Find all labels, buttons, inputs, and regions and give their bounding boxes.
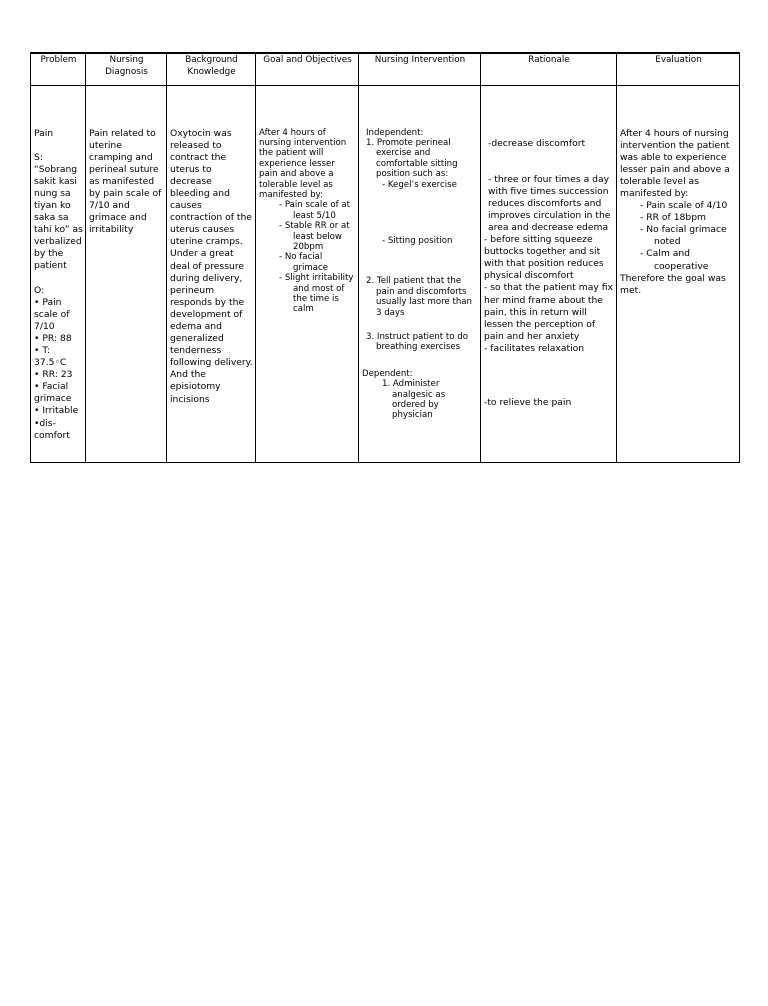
nursing-care-plan-table: [30, 52, 740, 463]
intervention-sitting: - Sitting position: [382, 235, 453, 246]
header-nursing-intervention: Nursing Intervention: [359, 53, 481, 85]
evaluation-item: - Pain scale of 4/10: [640, 200, 728, 212]
intervention-dependent-1: 1. Administer analgesic as ordered by physician: [382, 379, 446, 421]
problem-cell: [31, 85, 86, 462]
objective-item: •dis-comfort: [34, 417, 70, 441]
intervention-item-2: 2. Tell patient that the pain and discomforts usually last more than 3 days: [366, 276, 472, 318]
intervention-item-3: 3. Instruct patient to do breathing exercises: [366, 331, 468, 353]
header-goal-objectives: Goal and Objectives: [256, 53, 359, 85]
independent-label: Independent:: [366, 127, 424, 138]
rationale-item: - so that the patient may fix her mind frame about the pain, this in return will lessen the perception of pain and her anxiety: [484, 282, 613, 342]
goal-intro: After 4 hours of nursing intervention the patient will experience lesser pain and above a tolerable level as manifested by:: [259, 127, 347, 200]
header-nursing-diagnosis: Nursing Diagnosis: [86, 53, 167, 85]
rationale-item: -to relieve the pain: [484, 397, 572, 408]
evaluation-intro: After 4 hours of nursing intervention the patient was able to experience lesser pain and above a tolerable level as manifested by:: [620, 127, 730, 199]
header-rationale: Rationale: [481, 53, 617, 85]
intervention-item-1: 1. Promote perineal exercise and comfortable sitting position such as:: [366, 137, 458, 180]
objective-item: • RR: 23: [34, 369, 73, 381]
problem-title: Pain: [34, 127, 54, 139]
goal-item: - Stable RR or at least below 20bpm: [279, 221, 350, 252]
evaluation-item: - No facial grimace noted: [640, 224, 727, 248]
evaluation-cell: [617, 85, 740, 462]
header-evaluation: Evaluation: [617, 53, 740, 85]
objective-item: • T: 37.5◦C: [34, 345, 67, 369]
evaluation-item: - Calm and cooperative: [640, 248, 709, 272]
intervention-kegel: - Kegel’s exercise: [382, 179, 457, 190]
rationale-item: -decrease discomfort: [488, 137, 586, 149]
intervention-cell: [359, 85, 481, 462]
header-problem: Problem: [31, 53, 86, 85]
goal-item: - No facial grimace: [279, 252, 329, 273]
header-row: [31, 53, 740, 85]
background-text: Oxytocin was released to contract the uterus to decrease bleeding and causes contraction of the uterus causes uterine cramps. Under a great deal of pressure during delivery, perineum responds by the development of edema and generalized tenderness following delivery. And the episiotomy incisions: [170, 127, 253, 405]
goal-cell: [256, 85, 359, 462]
objective-item: • Irritable: [34, 405, 79, 417]
diagnosis-cell: [86, 85, 167, 462]
subjective-label: S:: [34, 151, 43, 163]
evaluation-conclusion: Therefore the goal was met.: [620, 272, 726, 296]
goal-item: - Slight irritability and most of the time is calm: [279, 273, 354, 315]
dependent-label: Dependent:: [362, 368, 413, 379]
goal-item: - Pain scale of at least 5/10: [279, 200, 350, 221]
subjective-quote: “Sobrang sakit kasi nung sa tiyan ko saka sa tahi ko” as verbalized by the patient: [34, 163, 83, 272]
objective-item: • Pain scale of 7/10: [34, 296, 70, 332]
diagnosis-text: Pain related to uterine cramping and perineal suture as manifested by pain scale of 7/10 and grimace and irritability: [89, 127, 162, 236]
background-cell: [167, 85, 256, 462]
rationale-item: - facilitates relaxation: [484, 342, 585, 354]
header-background-knowledge: Background Knowledge: [167, 53, 256, 85]
evaluation-item: - RR of 18bpm: [640, 212, 707, 224]
rationale-cell: [481, 85, 617, 462]
content-row: [31, 85, 740, 462]
objective-item: • Facial grimace: [34, 381, 72, 405]
rationale-item: - before sitting squeeze buttocks together and sit with that position reduces physical discomfort: [484, 234, 604, 282]
objective-item: • PR: 88: [34, 332, 72, 344]
rationale-item: - three or four times a day with five times succession reduces discomforts and improves circulation in the area and decrease edema: [488, 173, 611, 233]
objective-label: O:: [34, 284, 45, 296]
